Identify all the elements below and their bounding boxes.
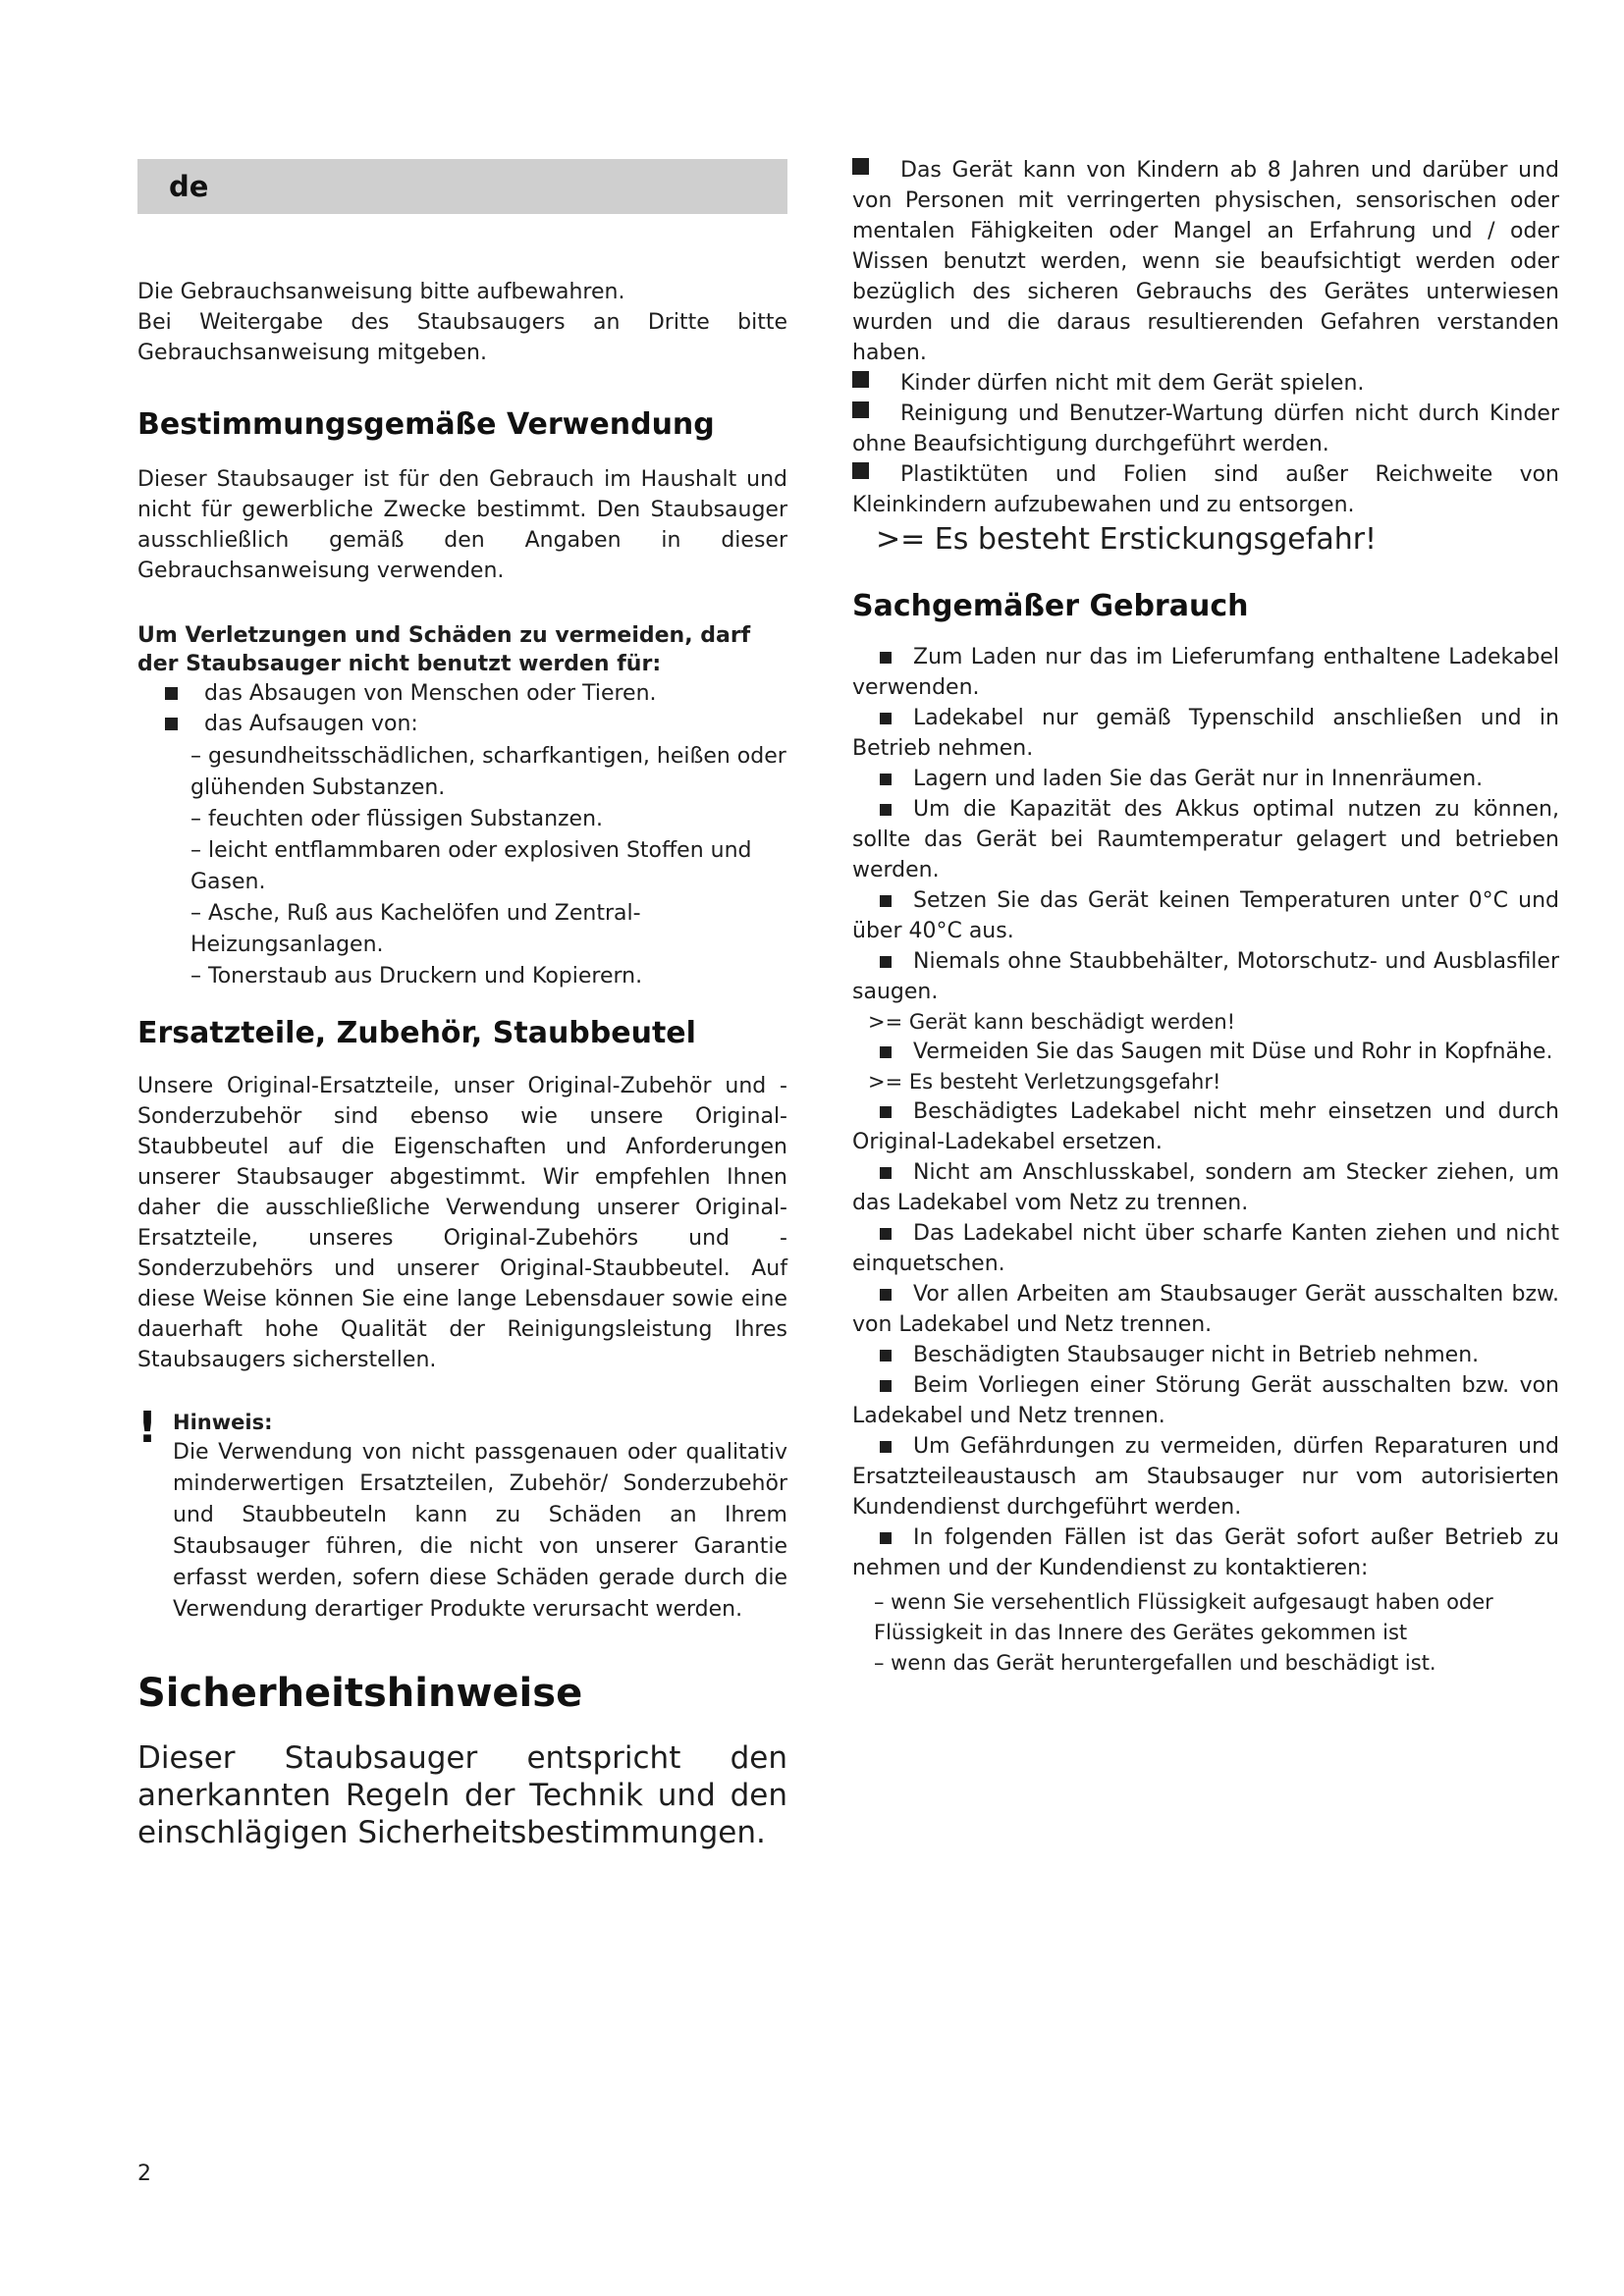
square-bullet-icon: [880, 1228, 892, 1240]
damage-note: >= Gerät kann beschädigt werden!: [868, 1009, 1236, 1034]
square-bullet-icon: [880, 713, 892, 724]
list-item: Reinigung und Benutzer-Wartung dürfen nicht durch Kinder ohne Beaufsichtigung durchgeführt werden.: [852, 401, 1559, 456]
list-item: Das Ladekabel nicht über scharfe Kanten ziehen und nicht einquetschen.: [852, 1220, 1559, 1276]
list-item: Plastiktüten und Folien sind außer Reichweite von Kleinkindern aufzubewahen und zu entsorgen.: [852, 462, 1559, 517]
square-bullet-icon: [852, 462, 869, 479]
square-bullet-icon: [880, 1350, 892, 1362]
list-item: das Aufsaugen von:: [137, 709, 787, 739]
list-item: Um die Kapazität des Akkus optimal nutzen zu können, sollte das Gerät bei Raumtemperatur gelagert und betrieben werden.: [852, 796, 1559, 882]
square-bullet-icon: [852, 158, 869, 175]
list-item: Lagern und laden Sie das Gerät nur in Innenräumen.: [852, 764, 1559, 794]
sub-item: – gesundheitsschädlichen, scharfkantigen, heißen oder glühenden Substanzen.: [190, 744, 786, 800]
list-item: Nicht am Anschlusskabel, sondern am Stecker ziehen, um das Ladekabel vom Netz zu trennen.: [852, 1159, 1559, 1215]
square-bullet-icon: [880, 1046, 892, 1058]
square-bullet-icon: [880, 895, 892, 907]
sub-item: – feuchten oder flüssigen Substanzen.: [190, 807, 604, 831]
list-item: Zum Laden nur das im Lieferumfang enthaltene Ladekabel verwenden.: [852, 644, 1559, 700]
square-bullet-icon: [880, 652, 892, 664]
square-bullet-icon: [880, 1167, 892, 1179]
square-bullet-icon: [880, 1532, 892, 1544]
intro-line: Die Gebrauchsanweisung bitte aufbewahren.: [137, 280, 625, 304]
right-column: [852, 155, 1559, 1679]
safety-lead: Dieser Staubsauger entspricht den anerkannten Regeln der Technik und den einschlägigen Sicherheitsbestimmungen.: [137, 1740, 787, 1850]
safety-list: [852, 155, 1559, 520]
left-column: [137, 159, 787, 1851]
list-item: Kinder dürfen nicht mit dem Gerät spielen.: [852, 368, 1559, 399]
parts-text: Unsere Original-Ersatzteile, unser Original-Zubehör und -Sonderzubehör sind ebenso wie unsere Original-Staubbeutel auf die Eigenschaften und Anforderungen unserer Staubsauger abgestimmt. Wir empfehlen Ihnen daher die ausschließliche Verwendung unserer Original-Ersatzteile, unseres Original-Zubehörs und -Sonderzubehörs und unserer Original-Staubbeutel. Auf diese Weise können Sie eine lange Lebensdauer sowie eine dauerhaft hohe Qualität der Reinigungsleistung Ihres Staubsaugers sicherstellen.: [137, 1074, 787, 1372]
section-title-safety: Sicherheitshinweise: [137, 1671, 583, 1716]
sub-item: – Asche, Ruß aus Kachelöfen und Zentral- Heizungsanlagen.: [190, 901, 641, 957]
note-text: Die Verwendung von nicht passgenauen oder qualitativ minderwertigen Ersatzteilen, Zubehör/ Sonderzubehör und Staubbeuteln kann zu Schäden an Ihrem Staubsauger führen, die nicht von unserer Garantie erfasst werden, sofern diese Schäden gerade durch die Verwendung derartiger Produkte verursacht werden.: [173, 1440, 787, 1622]
square-bullet-icon: [880, 1441, 892, 1453]
language-tag: de: [137, 159, 787, 214]
safety-note: >= Es besteht Erstickungsgefahr!: [876, 522, 1378, 557]
square-bullet-icon: [165, 687, 178, 700]
sub-item: – leicht entflammbaren oder explosiven Stoffen und Gasen.: [190, 838, 752, 894]
square-bullet-icon: [880, 1289, 892, 1301]
list-item: Ladekabel nur gemäß Typenschild anschließen und in Betrieb nehmen.: [852, 705, 1559, 761]
sub-item: – wenn das Gerät heruntergefallen und beschädigt ist.: [874, 1650, 1436, 1675]
square-bullet-icon: [880, 774, 892, 785]
list-item: Um Gefährdungen zu vermeiden, dürfen Reparaturen und Ersatzteileaustausch am Staubsauger nur vom autorisierten Kundendienst durchgeführt werden.: [852, 1433, 1559, 1520]
square-bullet-icon: [880, 1380, 892, 1392]
use-sublist: [137, 741, 787, 992]
proper-sublist: [852, 1587, 1559, 1679]
list-item: Beschädigten Staubsauger nicht in Betrieb nehmen.: [852, 1340, 1559, 1370]
list-item: das Absaugen von Menschen oder Tieren.: [137, 678, 787, 709]
intro-block: [137, 277, 787, 368]
square-bullet-icon: [880, 1106, 892, 1118]
note-block: [137, 1403, 787, 1626]
list-item: Das Gerät kann von Kindern ab 8 Jahren und darüber und von Personen mit verringerten physischen, sensorischen oder mentalen Fähigkeiten oder Mangel an Erfahrung und / oder Wissen benutzt werden, wenn sie beaufsichtigt werden oder bezüglich des sicheren Gebrauchs des Gerätes unterwiesen wurden und die daraus resultierenden Gefahren verstanden haben.: [852, 158, 1559, 365]
list-item: Beschädigtes Ladekabel nicht mehr einsetzen und durch Original-Ladekabel ersetzen.: [852, 1098, 1559, 1154]
sub-item: – Tonerstaub aus Druckern und Kopierern.: [190, 964, 643, 988]
square-bullet-icon: [880, 956, 892, 968]
list-item: Setzen Sie das Gerät keinen Temperaturen unter 0°C und über 40°C aus.: [852, 887, 1559, 943]
square-bullet-icon: [852, 371, 869, 388]
injury-note: >= Es besteht Verletzungsgefahr!: [868, 1069, 1221, 1094]
use-warning-intro: Um Verletzungen und Schäden zu vermeiden, darf der Staubsauger nicht benutzt werden für:: [137, 623, 751, 676]
list-item: Vermeiden Sie das Saugen mit Düse und Rohr in Kopfnähe.: [852, 1037, 1559, 1067]
list-item: Niemals ohne Staubbehälter, Motorschutz- und Ausblasfiler saugen.: [852, 948, 1559, 1004]
list-item: In folgenden Fällen ist das Gerät sofort außer Betrieb zu nehmen und der Kundendienst zu kontaktieren:: [852, 1524, 1559, 1580]
list-item: Vor allen Arbeiten am Staubsauger Gerät ausschalten bzw. von Ladekabel und Netz trennen.: [852, 1281, 1559, 1337]
page-number: 2: [137, 2162, 151, 2186]
proper-list-2: [852, 1037, 1559, 1067]
square-bullet-icon: [880, 804, 892, 816]
square-bullet-icon: [165, 718, 178, 730]
section-title-parts: Ersatzteile, Zubehör, Staubbeutel: [137, 1016, 696, 1050]
use-list: [137, 678, 787, 739]
proper-list-3: [852, 1096, 1559, 1583]
list-item: Beim Vorliegen einer Störung Gerät ausschalten bzw. von Ladekabel und Netz trennen.: [852, 1372, 1559, 1428]
section-title-proper: Sachgemäßer Gebrauch: [852, 588, 1249, 623]
intro-line: Bei Weitergabe des Staubsaugers an Dritte bitte Gebrauchsanweisung mitgeben.: [137, 310, 787, 365]
exclamation-icon: !: [137, 1403, 158, 1453]
square-bullet-icon: [852, 401, 869, 418]
proper-list: [852, 642, 1559, 1007]
section-title-use: Bestimmungsgemäße Verwendung: [137, 407, 715, 442]
use-text: Dieser Staubsauger ist für den Gebrauch im Haushalt und nicht für gewerbliche Zwecke bestimmt. Den Staubsauger ausschließlich gemäß den Angaben in dieser Gebrauchsanweisung verwenden.: [137, 467, 787, 583]
note-title: Hinweis:: [173, 1411, 273, 1434]
sub-item: – wenn Sie versehentlich Flüssigkeit aufgesaugt haben oder Flüssigkeit in das Innere des Gerätes gekommen ist: [874, 1589, 1493, 1644]
